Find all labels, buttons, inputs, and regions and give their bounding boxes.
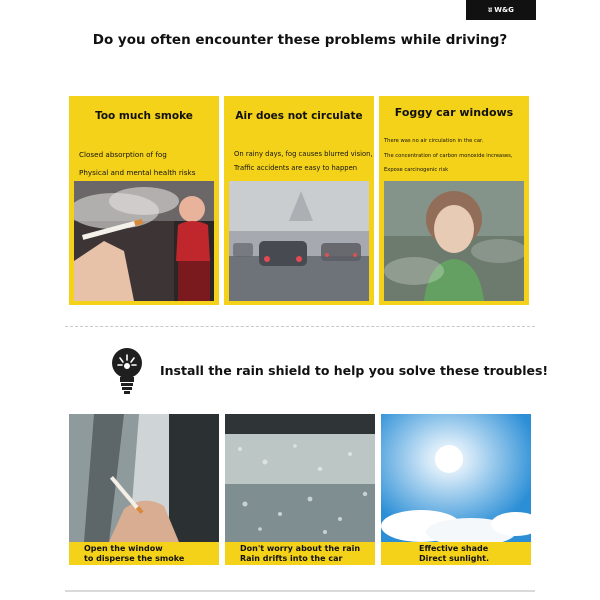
benefit-card-shade xyxy=(381,414,531,565)
benefit-card-rain xyxy=(225,414,375,565)
problem-card-foggy xyxy=(379,96,529,305)
brand-badge xyxy=(466,0,536,20)
lightbulb-icon xyxy=(110,346,144,396)
problem-title: Too much smoke xyxy=(95,110,193,122)
problem-description xyxy=(234,147,373,175)
problem-line: Traffic accidents are easy to happen xyxy=(234,164,358,172)
problem-line: The concentration of carbon monoxide increases, xyxy=(384,152,513,159)
cigarette-out-window-photo xyxy=(69,414,219,542)
caption-line: Effective shade xyxy=(419,544,489,553)
problem-line: Physical and mental health risks xyxy=(79,168,196,177)
problem-line: On rainy days, fog causes blurred vision, xyxy=(234,150,373,158)
problem-description xyxy=(384,134,525,178)
problem-description xyxy=(79,146,215,182)
caption-line: to disperse the smoke xyxy=(84,554,185,563)
benefit-caption xyxy=(69,542,219,565)
page-headline: Do you often encounter these problems while driving? xyxy=(92,32,508,48)
problem-line: Expose carcinogenic risk xyxy=(384,167,449,173)
benefit-card-smoke xyxy=(69,414,219,565)
problem-card-smoke xyxy=(69,96,219,305)
rain-drops-window-photo xyxy=(225,414,375,542)
section-divider xyxy=(65,326,535,327)
caption-line: Open the window xyxy=(84,544,163,553)
woman-behind-foggy-window-photo xyxy=(384,181,524,301)
problem-line: Closed absorption of fog xyxy=(79,150,167,159)
benefit-caption xyxy=(225,542,375,565)
caption-line: Direct sunlight. xyxy=(419,554,490,563)
benefit-caption xyxy=(381,542,531,565)
problem-card-air xyxy=(224,96,374,305)
problem-line: There was no air circulation in the car. xyxy=(384,138,484,144)
solution-headline: Install the rain shield to help you solve these troubles! xyxy=(160,363,549,378)
sun-sky-clouds-photo xyxy=(381,414,531,542)
smoking-in-car-photo xyxy=(74,181,214,301)
bottom-divider xyxy=(65,590,535,592)
problem-title: Air does not circulate xyxy=(235,110,363,122)
brand-name: W&G xyxy=(494,6,514,14)
foggy-traffic-road-photo xyxy=(229,181,369,301)
ww-logo-icon: ʬ xyxy=(488,6,492,14)
caption-line: Don't worry about the rain xyxy=(240,544,361,553)
problem-title: Foggy car windows xyxy=(394,106,514,119)
caption-line: Rain drifts into the car xyxy=(240,554,343,563)
